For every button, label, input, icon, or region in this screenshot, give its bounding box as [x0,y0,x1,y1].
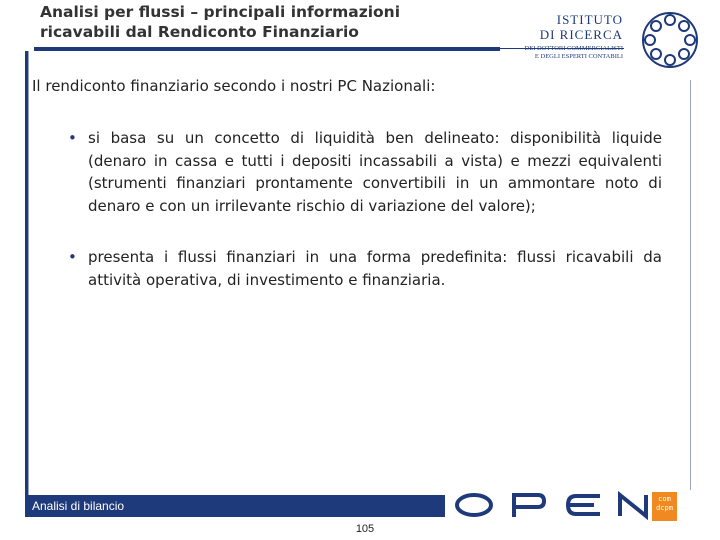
left-frame-line [28,51,29,517]
bullet-dot-icon: • [68,129,77,147]
logo-line4: E DEGLI ESPERTI CONTABILI [534,53,623,60]
circles-emblem-icon [640,10,700,70]
bullet-dot-icon: • [68,248,77,266]
open-logo-icon [452,490,652,520]
logo-line2: DI RICERCA [539,27,623,42]
slide-title [40,2,500,42]
badge-text [653,495,676,513]
footer-label: Analisi di bilancio [32,499,125,513]
badge-line2: dcpm [656,504,673,512]
bullet-item [68,246,662,291]
logo-line1: ISTITUTO [556,12,623,27]
badge-line1: com [658,495,671,503]
logo-line3: DEI DOTTORI COMMERCIALISTI [524,45,623,52]
bullet-text: si basa su un concetto di liquidità ben delineato: disponibilità liquide (denaro in cassa e tutti i depositi incassabili a vista) e mezzi equivalenti (strumenti finanziari prontamente convertibili in un ammontare noto di denaro e con un irrilevante rischio di variazione del valore); [88,129,662,215]
bullet-item [68,127,662,217]
page-number: 105 [355,523,375,535]
slide-title-line1: Analisi per flussi – principali informazioni [40,3,401,21]
title-divider [34,47,500,51]
bullet-list [68,127,662,291]
intro-text: Il rendiconto finanziario secondo i nostri PC Nazionali: [32,77,436,95]
slide-title-line2: ricavabili dal Rendiconto Finanziario [40,23,359,41]
right-frame-line [690,80,691,490]
bullet-text: presenta i flussi finanziari in una forma predefinita: flussi ricavabili da attività operativa, di investimento e finanziaria. [88,248,662,289]
